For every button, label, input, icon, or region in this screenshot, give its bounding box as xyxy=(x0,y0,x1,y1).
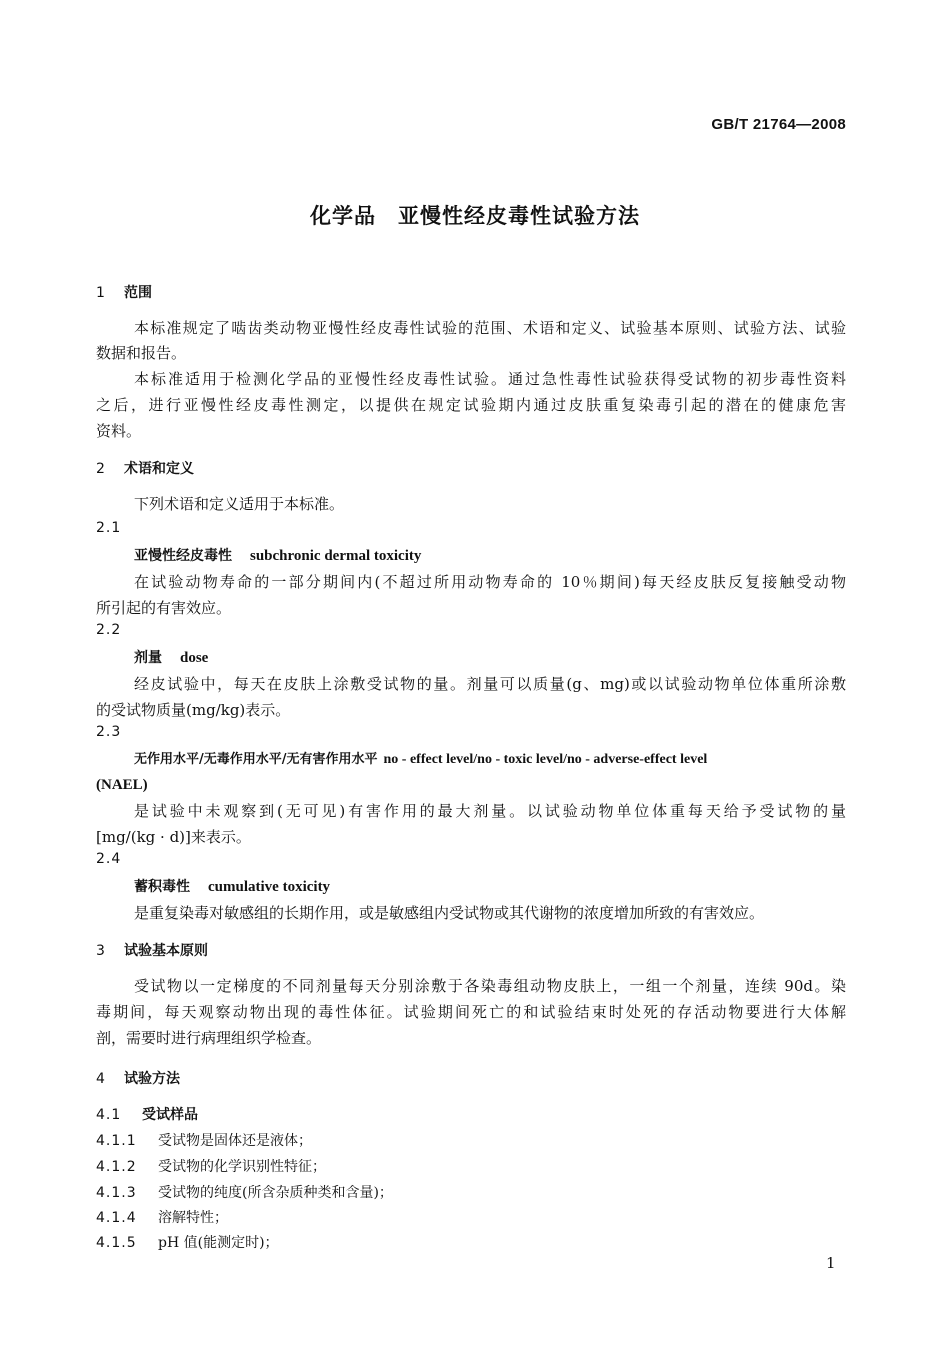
subsection-number: 4.1 xyxy=(96,1107,122,1123)
paragraph-line: 是试验中未观察到(无可见)有害作用的最大剂量。以试验动物单位体重每天给予受试物的量 xyxy=(134,802,846,820)
term-cn: 剂量 xyxy=(134,650,162,666)
paragraph-line: 毒期间，每天观察动物出现的毒性体征。试验期间死亡的和试验结束时处死的存活动物要进行大体解 xyxy=(96,1003,846,1021)
subsection-title: 受试样品 xyxy=(142,1107,198,1123)
paragraph-line: 受试物以一定梯度的不同剂量每天分别涂敷于各染毒组动物皮肤上，一组一个剂量，连续 90d。染 xyxy=(134,977,846,995)
section-heading-principles xyxy=(96,940,208,960)
paragraph-line: 经皮试验中，每天在皮肤上涂敷受试物的量。剂量可以质量(g、mg)或以试验动物单位体重所涂敷 xyxy=(134,675,846,693)
term-number: 2.3 xyxy=(96,724,122,740)
section-title: 试验基本原则 xyxy=(124,943,208,959)
term-number: 2.4 xyxy=(96,851,122,867)
list-item: 4.1.1 受试物是固体还是液体； xyxy=(96,1133,312,1149)
section-heading-scope xyxy=(96,282,152,302)
list-item: 4.1.5 pH 值(能测定时)； xyxy=(96,1235,279,1251)
term-en: cumulative toxicity xyxy=(208,879,331,895)
list-item: 4.1.4 溶解特性； xyxy=(96,1210,228,1226)
section-title: 术语和定义 xyxy=(124,461,194,477)
term-cn: 蓄积毒性 xyxy=(134,879,190,895)
paragraph-line: 数据和报告。 xyxy=(96,344,187,362)
paragraph-line: 之后，进行亚慢性经皮毒性测定，以提供在规定试验期内通过皮肤重复染毒引起的潜在的健康危害 xyxy=(96,396,846,414)
section-heading-methods xyxy=(96,1068,180,1088)
term-cn: 无作用水平/无毒作用水平/无有害作用水平 xyxy=(134,752,378,767)
term-entry xyxy=(134,748,707,768)
paragraph-line: 是重复染毒对敏感组的长期作用，或是敏感组内受试物或其代谢物的浓度增加所致的有害效应。 xyxy=(134,904,765,922)
paragraph-line: 资料。 xyxy=(96,422,142,440)
term-en: subchronic dermal toxicity xyxy=(250,548,422,564)
section-title: 范围 xyxy=(124,285,152,301)
standard-code: GB/T 21764—2008 xyxy=(711,116,846,133)
term-number: 2.2 xyxy=(96,622,122,638)
term-number: 2.1 xyxy=(96,520,122,536)
paragraph-line: 的受试物质量(mg/kg)表示。 xyxy=(96,701,291,719)
term-en-abbrev: (NAEL) xyxy=(96,777,148,793)
term-entry xyxy=(134,545,421,565)
term-en: no - effect level/no - toxic level/no - adverse-effect level xyxy=(383,752,708,767)
section-title: 试验方法 xyxy=(124,1071,180,1087)
list-item: 4.1.2 受试物的化学识别性特征； xyxy=(96,1159,326,1175)
term-cn: 亚慢性经皮毒性 xyxy=(134,548,232,564)
term-en: dose xyxy=(180,650,209,666)
section-heading-terms xyxy=(96,458,194,478)
paragraph-line: 本标准适用于检测化学品的亚慢性经皮毒性试验。通过急性毒性试验获得受试物的初步毒性资料 xyxy=(134,370,846,388)
paragraph-line: 下列术语和定义适用于本标准。 xyxy=(134,495,345,513)
section-number: 4 xyxy=(96,1071,105,1087)
paragraph-line: 所引起的有害效应。 xyxy=(96,599,232,617)
section-number: 3 xyxy=(96,943,105,959)
paragraph-line: 本标准规定了啮齿类动物亚慢性经皮毒性试验的范围、术语和定义、试验基本原则、试验方法、试验 xyxy=(134,319,846,337)
list-item: 4.1.3 受试物的纯度(所含杂质种类和含量)； xyxy=(96,1185,393,1201)
term-entry xyxy=(134,876,330,896)
section-number: 1 xyxy=(96,285,105,301)
section-number: 2 xyxy=(96,461,105,477)
subsection-heading xyxy=(96,1104,198,1124)
document-title: 化学品 亚慢性经皮毒性试验方法 xyxy=(310,204,640,228)
page-number: 1 xyxy=(826,1254,836,1272)
paragraph-line: [mg/(kg · d)]来表示。 xyxy=(96,828,251,846)
paragraph-line: 在试验动物寿命的一部分期间内(不超过所用动物寿命的 10％期间)每天经皮肤反复接触受动物 xyxy=(134,573,846,591)
term-entry xyxy=(134,647,208,667)
paragraph-line: 剖，需要时进行病理组织学检查。 xyxy=(96,1029,322,1047)
